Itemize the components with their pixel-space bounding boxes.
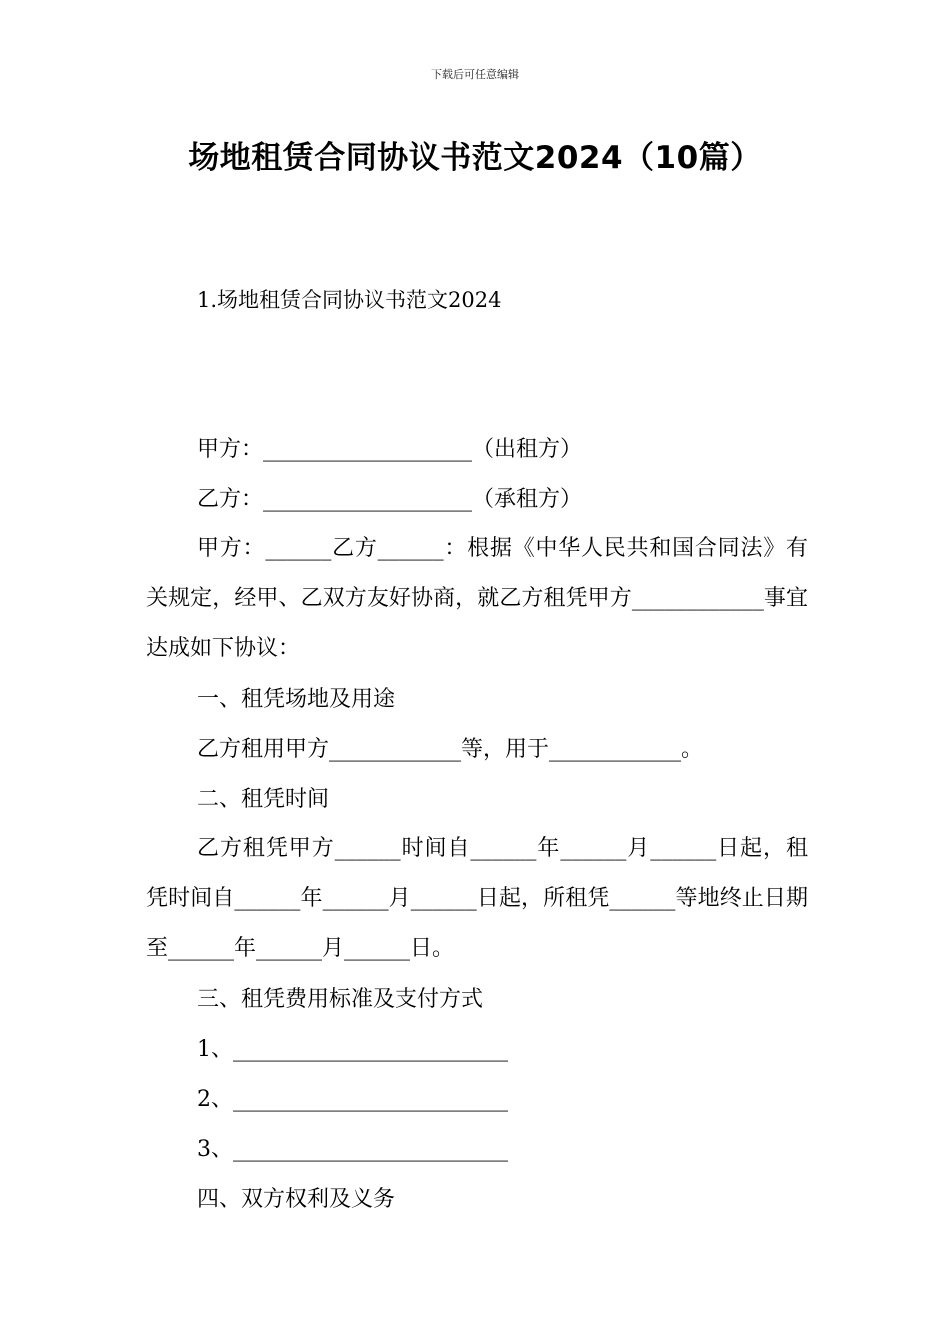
clause1-heading: 一、租凭场地及用途 <box>197 687 396 712</box>
header-note: 下载后可任意编辑 <box>431 68 519 81</box>
party-b-line: 乙方：___________________（承租方） <box>197 487 583 512</box>
clause3-item-3: 3、_________________________ <box>197 1137 508 1162</box>
clause1-text: 乙方租用甲方____________等，用于____________。 <box>197 737 704 762</box>
clause3-item-1: 1、_________________________ <box>197 1037 508 1062</box>
clause3-item-2: 2、_________________________ <box>197 1087 508 1112</box>
clause2-text: 乙方租凭甲方______时间自______年______月______日起，租凭时间自______年______月______日起，所租凭______等地终止日期至______年______月______日。 <box>146 836 808 961</box>
party-a-line: 甲方：___________________（出租方） <box>197 437 583 462</box>
clause4-heading: 四、双方权利及义务 <box>197 1187 396 1212</box>
clause2-heading: 二、租凭时间 <box>197 787 330 812</box>
clause3-heading: 三、租凭费用标准及支付方式 <box>197 987 484 1012</box>
intro-paragraph: 甲方：______乙方______：根据《中华人民共和国合同法》有关规定，经甲、乙双方友好协商，就乙方租凭甲方____________事宜达成如下协议： <box>146 536 808 661</box>
document-title: 场地租赁合同协议书范文2024（10篇） <box>188 140 762 176</box>
section-heading: 1.场地租赁合同协议书范文2024 <box>197 288 502 312</box>
